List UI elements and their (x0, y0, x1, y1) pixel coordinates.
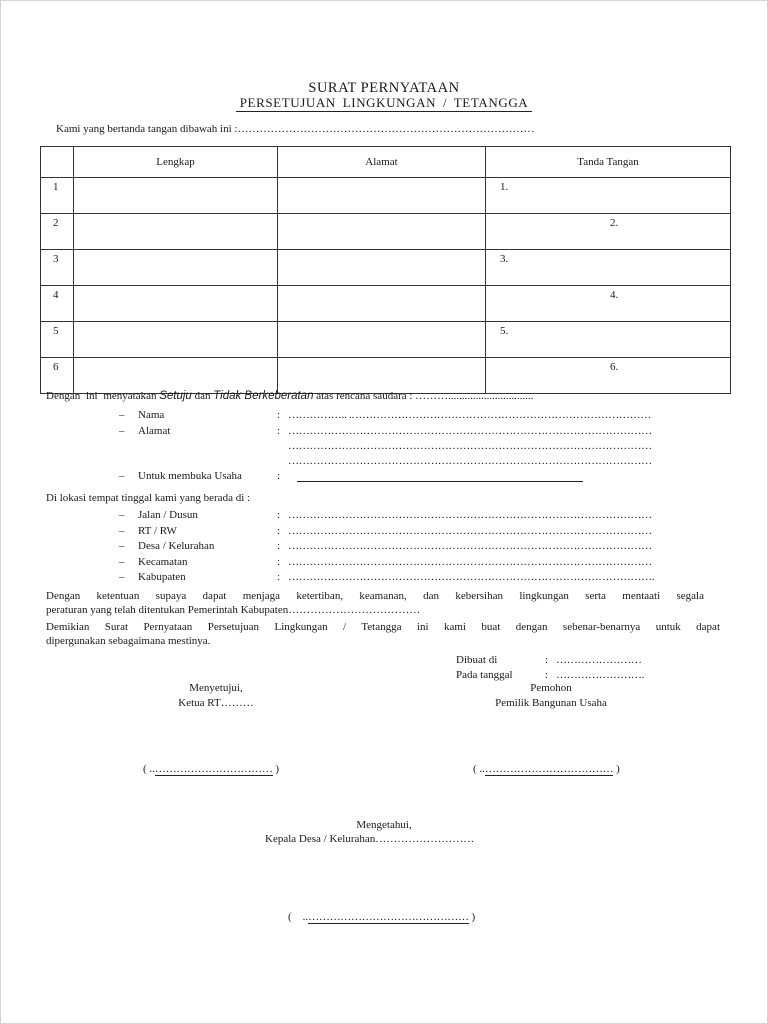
bottom-sign-name-line (288, 911, 475, 923)
name-cell (74, 250, 278, 286)
signatories-table (40, 146, 731, 394)
left-sign-dots: …………………………… (154, 763, 273, 775)
lokasi-kecamatan-dash: – (119, 556, 125, 568)
field-nama-dash: – (119, 409, 125, 421)
field-alamat-colon: : (277, 425, 281, 437)
tanggal-label: Pada tanggal (456, 669, 513, 681)
lokasi-heading: Di lokasi tempat tinggal kami yang berada di : (46, 492, 251, 504)
table-row (41, 178, 731, 214)
right-sign-close: ) (616, 763, 620, 775)
lokasi-rtrw-dash: – (119, 525, 125, 537)
left-sign-name-line (143, 763, 279, 775)
lokasi-kabupaten-dash: – (119, 571, 125, 583)
signature-cell: 4. (486, 286, 731, 322)
field-alamat-value-2: ………………………………………………………………………………………… (288, 440, 652, 452)
table-header-row (41, 147, 731, 178)
lokasi-kabupaten-value: …………………………………………………………………………………………. (288, 571, 655, 583)
right-sign-role: Pemilik Bangunan Usaha (495, 697, 607, 709)
para2-line1: Demikian Surat Pernyataan Persetujuan Lingkungan / Tetangga ini kami buat dengan sebenar-benarnya untuk dapat (46, 621, 720, 633)
document-subtitle-text: PERSETUJUAN LINGKUNGAN / TETANGGA (236, 95, 533, 112)
row-number: 6 (41, 358, 74, 394)
name-cell (74, 214, 278, 250)
name-cell (74, 358, 278, 394)
row-number: 2 (41, 214, 74, 250)
row-number: 3 (41, 250, 74, 286)
address-cell (278, 322, 486, 358)
lokasi-desa-value: ………………………………………………………………………………………… (288, 540, 652, 552)
statement-dan: dan (194, 390, 211, 402)
lokasi-rtrw-value: ………………………………………………………………………………………… (288, 525, 652, 537)
bottom-sign-open: ( .. (288, 911, 309, 923)
table-header-tanda-tangan: Tanda Tangan (486, 147, 731, 178)
intro-line: Kami yang bertanda tangan dibawah ini :……………………………………………………………………… (56, 123, 535, 135)
para1-line2: peraturan yang telah ditentukan Pemerintah Kabupaten……………………………… (46, 604, 421, 616)
tanggal-colon: : (545, 669, 549, 681)
field-alamat-value: ………………………………………………………………………………………… (288, 425, 652, 437)
field-alamat-value-3: ………………………………………………………………………………………… (288, 455, 652, 467)
lokasi-jalan-value: ………………………………………………………………………………………… (288, 509, 652, 521)
lokasi-kabupaten-colon: : (277, 571, 281, 583)
left-sign-role: Ketua RT……… (178, 697, 254, 709)
signature-cell: 1. (486, 178, 731, 214)
name-cell (74, 178, 278, 214)
bottom-sign-dots: ……………………………………… (308, 911, 469, 923)
row-number: 4 (41, 286, 74, 322)
document-title: SURAT PERNYATAAN (308, 80, 460, 96)
name-cell (74, 286, 278, 322)
field-alamat-dash: – (119, 425, 125, 437)
table-row (41, 214, 731, 250)
lokasi-rtrw-label: RT / RW (138, 525, 177, 537)
name-cell (74, 322, 278, 358)
lokasi-jalan-label: Jalan / Dusun (138, 509, 198, 521)
right-sign-title: Pemohon (530, 682, 572, 694)
right-sign-name-line (473, 763, 620, 775)
bottom-sign-title: Mengetahui, (356, 819, 412, 831)
field-nama-colon: : (277, 409, 281, 421)
document-subtitle (1, 95, 767, 111)
dibuat-label: Dibuat di (456, 654, 498, 666)
address-cell (278, 214, 486, 250)
field-usaha-label: Untuk membuka Usaha (138, 470, 242, 482)
statement-suffix: atas rencana saudara : ………............................... (316, 390, 534, 402)
signature-cell: 5. (486, 322, 731, 358)
row-number: 1 (41, 178, 74, 214)
statement-prefix: Dengan ini menyatakan (46, 390, 157, 402)
table-row (41, 286, 731, 322)
table-header-alamat: Alamat (278, 147, 486, 178)
field-nama-value: …………….. .………………………………………………………………………… (288, 409, 651, 421)
address-cell (278, 250, 486, 286)
row-number: 5 (41, 322, 74, 358)
lokasi-desa-dash: – (119, 540, 125, 552)
left-sign-close: ) (275, 763, 280, 775)
table-row (41, 358, 731, 394)
address-cell (278, 358, 486, 394)
signature-cell: 3. (486, 250, 731, 286)
lokasi-kabupaten-label: Kabupaten (138, 571, 186, 583)
lokasi-rtrw-colon: : (277, 525, 281, 537)
field-usaha-underline (297, 481, 583, 482)
lokasi-jalan-dash: – (119, 509, 125, 521)
lokasi-jalan-colon: : (277, 509, 281, 521)
lokasi-kecamatan-value: ………………………………………………………………………………………… (288, 556, 652, 568)
field-nama-label: Nama (138, 409, 165, 421)
lokasi-kecamatan-label: Kecamatan (138, 556, 188, 568)
table-header-lengkap: Lengkap (74, 147, 278, 178)
statement-line (46, 390, 533, 402)
table-row (41, 322, 731, 358)
left-sign-open: ( .. (143, 763, 155, 775)
table-header-no (41, 147, 74, 178)
field-alamat-label: Alamat (138, 425, 171, 437)
bottom-sign-close: ) (471, 911, 476, 923)
lokasi-desa-colon: : (277, 540, 281, 552)
right-sign-open: ( .. (473, 763, 485, 775)
para1-line1: Dengan ketentuan supaya dapat menjaga ketertiban, keamanan, dan kebersihan lingkungan serta mentaati segala (46, 590, 704, 602)
tanggal-value: ……………………. (556, 669, 645, 681)
dibuat-colon: : (545, 654, 549, 666)
dibuat-value: …………………… (556, 654, 642, 666)
statement-setuju: Setuju (159, 390, 192, 402)
right-sign-dots: ……………………………… (484, 763, 614, 775)
para2-line2: dipergunakan sebagaimana mestinya. (46, 635, 211, 647)
signature-cell: 2. (486, 214, 731, 250)
lokasi-kecamatan-colon: : (277, 556, 281, 568)
address-cell (278, 178, 486, 214)
left-sign-title: Menyetujui, (189, 682, 243, 694)
address-cell (278, 286, 486, 322)
signature-cell: 6. (486, 358, 731, 394)
bottom-sign-role: Kepala Desa / Kelurahan……………………… (265, 833, 475, 845)
table-row (41, 250, 731, 286)
statement-tidak-berkeberatan: Tidak Berkeberatan (213, 390, 314, 402)
field-usaha-dash: – (119, 470, 125, 482)
lokasi-desa-label: Desa / Kelurahan (138, 540, 215, 552)
field-usaha-colon: : (277, 470, 281, 482)
